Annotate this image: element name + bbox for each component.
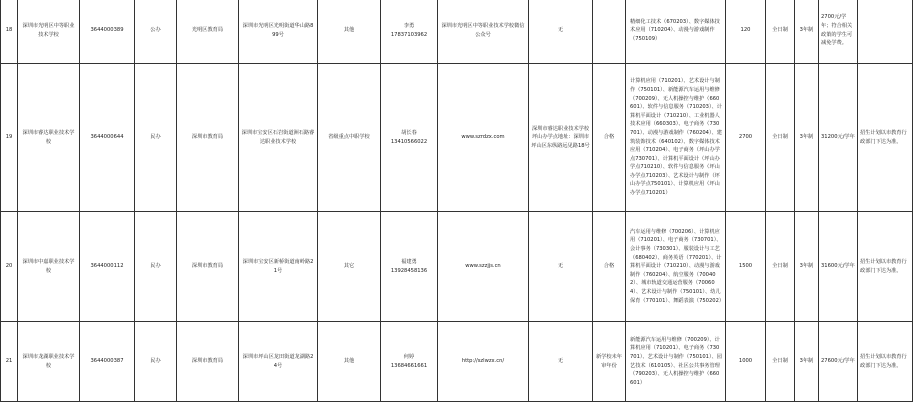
row-index: 19	[1, 64, 18, 212]
duration: 3年制	[795, 322, 819, 402]
school-name: 深圳市睿达职业技术学校	[18, 64, 80, 212]
tuition: 31200元/学年	[819, 64, 858, 212]
schedule: 全日制	[766, 0, 795, 64]
school-level: 其他	[318, 0, 381, 64]
contact: 胡长春 13410566022	[381, 64, 438, 212]
status: 合格	[593, 212, 626, 322]
enrollment: 2700	[726, 64, 766, 212]
tuition: 27600元/学年	[819, 322, 858, 402]
row-index: 20	[1, 212, 18, 322]
schedule: 全日制	[766, 212, 795, 322]
enrollment: 1500	[726, 212, 766, 322]
branch: 深圳市睿达职业技术学校坪山办学点地址：深圳市坪山区东纵路远见路18号	[529, 64, 593, 212]
website: http://szlwzx.cn/	[438, 322, 529, 402]
authority: 深圳市教育局	[177, 322, 239, 402]
enrollment: 1000	[726, 322, 766, 402]
status: 合格	[593, 64, 626, 212]
school-level: 省级重点中职学校	[318, 64, 381, 212]
majors: 新能源汽车运用与维修（700209）、计算机应用（710201）、电子商务（730701）、艺术设计与制作（750101）、园艺技术（610105）、社区公共事务管理（790203）、无人机操控与维护（660601）	[626, 322, 726, 402]
duration: 3年制	[795, 0, 819, 64]
status	[593, 0, 626, 64]
authority: 深圳市教育局	[177, 64, 239, 212]
branch: 无	[529, 212, 593, 322]
school-name: 深圳市龙湖职业技术学校	[18, 322, 80, 402]
address: 深圳市坪山区龙田街道龙湖路24号	[239, 322, 318, 402]
branch: 无	[529, 0, 593, 64]
contact: 福建勇 13928458136	[381, 212, 438, 322]
school-type: 民办	[135, 64, 177, 212]
schedule: 全日制	[766, 64, 795, 212]
contact: 何婷 13684661661	[381, 322, 438, 402]
majors: 汽车运用与维修（700206）、计算机应用（710201）、电子商务（730701）、会计事务（730301）、服装设计与工艺（680402）、商务英语（770201）、计算机平面设计（710210）、动漫与游戏制作（760204）、航空服务（700402）、城市轨道交通运营服务（700604）、艺术设计与制作（750101）、幼儿保育（770101）、舞蹈表演（750202）	[626, 212, 726, 322]
address: 深圳市宝安区新桥街道南岭路21号	[239, 212, 318, 322]
majors: 计算机应用（710201）、艺术设计与制作（750101）、新能源汽车运用与维修（700209）、无人机操控与维护（660601）、软件与信息服务（710203）、计算机平面设计（710210）、工业机器人技术应用（660303）、电子商务（730701）、动漫与游戏制作（760204）、建筑装饰技术（640102）、数字媒体技术应用（710204）、电子商务（坪山办学点730701）、计算机平面设计（坪山办学点710210）、软件与信息服务（坪山办学点710203）、艺术设计与制作（坪山办学点750101）、计算机应用（坪山办学点710201）	[626, 64, 726, 212]
duration: 3年制	[795, 64, 819, 212]
school-type: 公办	[135, 0, 177, 64]
website: www.szrdzx.com	[438, 64, 529, 212]
schedule: 全日制	[766, 322, 795, 402]
website: www.szzjjs.cn	[438, 212, 529, 322]
school-code: 3644000644	[80, 64, 135, 212]
contact: 李勇 17837103962	[381, 0, 438, 64]
row-index: 21	[1, 322, 18, 402]
note: 招生计划以市教育行政部门下达为准。	[858, 212, 913, 322]
authority: 光明区教育局	[177, 0, 239, 64]
authority: 深圳市教育局	[177, 212, 239, 322]
address: 深圳市光明区光明街道华山路899号	[239, 0, 318, 64]
school-code: 3644000112	[80, 212, 135, 322]
address: 深圳市宝安区石岩街道洲石路睿达职业技术学校	[239, 64, 318, 212]
tuition: 31600元/学年	[819, 212, 858, 322]
enrollment: 120	[726, 0, 766, 64]
table-row	[1, 212, 913, 322]
tuition: 2700元/学年；符合相关政策的学生可减免学费。	[819, 0, 858, 64]
school-level: 其它	[318, 212, 381, 322]
branch: 无	[529, 322, 593, 402]
status: 新学校未年审年份	[593, 322, 626, 402]
note: 招生计划以市教育行政部门下达为准。	[858, 64, 913, 212]
website: 深圳市光明区中等职业技术学校微信公众号	[438, 0, 529, 64]
table-row	[1, 64, 913, 212]
school-code: 3644000389	[80, 0, 135, 64]
duration: 3年制	[795, 212, 819, 322]
school-level: 其他	[318, 322, 381, 402]
table-row	[1, 0, 913, 64]
row-index: 18	[1, 0, 18, 64]
note	[858, 0, 913, 64]
table-row	[1, 322, 913, 402]
school-name: 深圳市中嘉职业技术学校	[18, 212, 80, 322]
school-type: 民办	[135, 212, 177, 322]
school-code: 3644000387	[80, 322, 135, 402]
majors: 精细化工技术（670203）、数字媒体技术应用（710204）、动漫与游戏制作（750109）	[626, 0, 726, 64]
school-type: 民办	[135, 322, 177, 402]
school-name: 深圳市光明区中等职业技术学校	[18, 0, 80, 64]
note: 招生计划以市教育行政部门下达为准。	[858, 322, 913, 402]
